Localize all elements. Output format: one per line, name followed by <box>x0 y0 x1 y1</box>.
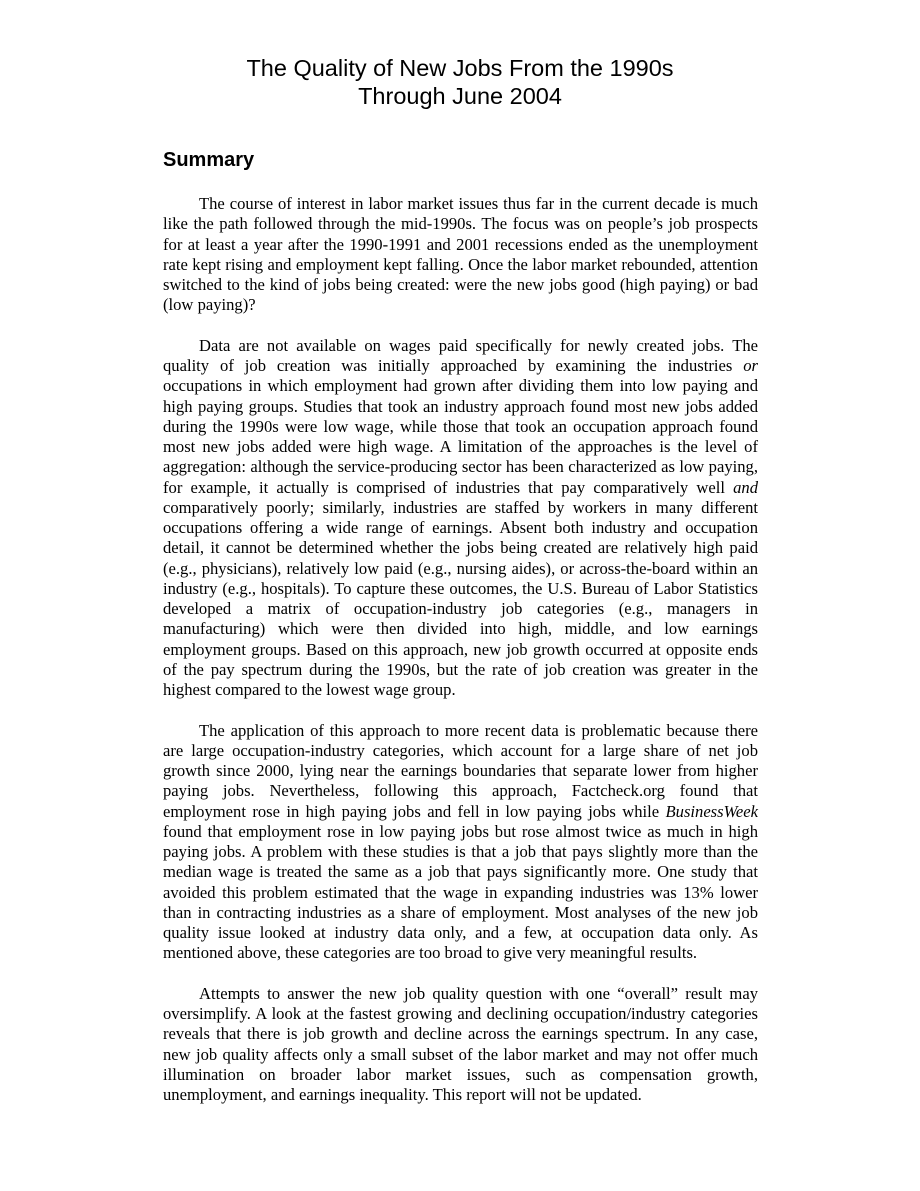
publication-name-businessweek: BusinessWeek <box>665 801 758 821</box>
paragraph-text: comparatively poorly; similarly, industries are staffed by workers in many different occupations offering a wide range of earnings. Absent both industry and occupation detail, it cannot be determined whether the jobs being created are relatively high paid (e.g., physicians), relatively low paid (e.g., nursing aides), or across-the-board within an industry (e.g., hospitals). To capture these outcomes, the U.S. Bureau of Labor Statistics developed a matrix of occupation-industry job categories (e.g., managers in manufacturing) which were then divided into high, middle, and low earnings employment groups. Based on this approach, new job growth occurred at opposite ends of the pay spectrum during the 1990s, but the rate of job creation was greater in the highest compared to the lowest wage group. <box>163 497 758 699</box>
summary-paragraph-4: Attempts to answer the new job quality question with one “overall” result may oversimplify. A look at the fastest growing and declining occupation/industry categories reveals that there is job growth and decline across the earnings spectrum. In any case, new job quality affects only a small subset of the labor market and may not offer much illumination on broader labor market issues, such as compensation growth, unemployment, and earnings inequality. This report will not be updated. <box>163 983 758 1104</box>
report-title-line-1: The Quality of New Jobs From the 1990s <box>246 55 674 81</box>
summary-paragraph-3 <box>163 721 758 964</box>
emphasis-and: and <box>733 477 758 497</box>
paragraph-text: Data are not available on wages paid specifically for newly created jobs. The quality of job creation was initially approached by examining the industries <box>163 335 758 375</box>
summary-paragraph-1: The course of interest in labor market issues thus far in the current decade is much like the path followed through the mid-1990s. The focus was on people’s job prospects for at least a year after the 1990-1991 and 2001 recessions ended as the unemployment rate kept rising and employment kept falling. Once the labor market rebounded, attention switched to the kind of jobs being created: were the new jobs good (high paying) or bad (low paying)? <box>163 194 758 315</box>
paragraph-text: occupations in which employment had grown after dividing them into low paying and high paying groups. Studies that took an industry approach found most new jobs added during the 1990s were low wage, while those that took an occupation approach found most new jobs added were high wage. A limitation of the approaches is the level of aggregation: although the service-producing sector has been characterized as low paying, for example, it actually is comprised of industries that pay comparatively well <box>163 376 758 497</box>
summary-body <box>163 194 758 1105</box>
emphasis-or: or <box>743 356 758 375</box>
paragraph-text: The application of this approach to more recent data is problematic because there are large occupation-industry categories, which account for a large share of net job growth since 2000, lying near the earnings boundaries that separate lower from higher paying jobs. Nevertheless, following this approach, Factcheck.org found that employment rose in high paying jobs and fell in low paying jobs while <box>163 720 758 821</box>
paragraph-text: found that employment rose in low paying jobs but rose almost twice as much in high paying jobs. A problem with these studies is that a job that pays slightly more than the median wage is treated the same as a job that pays significantly more. One study that avoided this problem estimated that the wage in expanding industries was 13% lower than in contracting industries as a share of employment. Most analyses of the new job quality issue looked at industry data only, and a few, at occupation data only. As mentioned above, these categories are too broad to give very meaningful results. <box>163 821 758 963</box>
summary-paragraph-2 <box>163 336 758 701</box>
report-title-line-2: Through June 2004 <box>358 83 562 109</box>
summary-heading: Summary <box>163 149 255 171</box>
report-title <box>0 54 920 110</box>
